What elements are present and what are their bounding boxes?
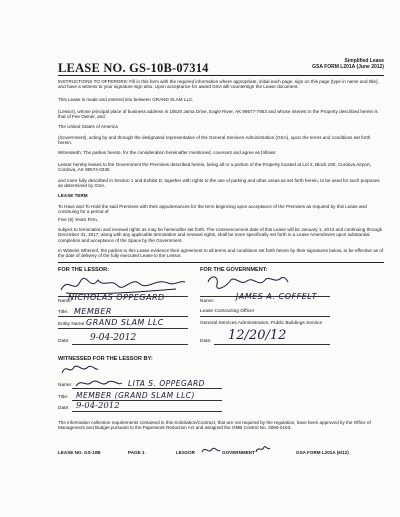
lessor-title-value: MEMBER — [74, 307, 112, 316]
witness-name-label: Name: — [58, 383, 73, 388]
for-the-government-heading: FOR THE GOVERNMENT: — [200, 267, 268, 273]
lessor-date-value: 9-04-2012 — [90, 333, 137, 343]
government-signature — [205, 272, 290, 294]
instructions-paragraph: INSTRUCTIONS TO OFFERORS: Fill in this form with the required information where appropriate, initial each page, sign on this page (type in name and title), and have a witness to your signature sign also. Upon acceptance for award GSA will countersign the Lease document. — [58, 79, 379, 90]
in-witness-paragraph: In Witness Whereof, the parties to this Lease evidence their agreement to all terms and conditions set forth herein by their signatures below, to be effective as of the date of delivery of the fully executed Lease to the Lessor. — [58, 248, 384, 259]
lessor-entity-value: GRAND SLAM LLC — [86, 318, 164, 327]
premises-paragraph: Lessor hereby leases to the Government the Premises described herein, being all or a portion of the Property located at Lot 2, Block 100, Cordova Airport, Cordova, AK 99574-0336 — [58, 162, 372, 173]
term-paragraph: To Have and To Hold the said Premises with their appurtenances for the term beginning upon acceptance of the Premises as required by this Lease and continuing for a period of — [58, 204, 367, 215]
lessor-date-line — [72, 344, 188, 345]
witness-heading: WITNESSED FOR THE LESSOR BY: — [58, 356, 153, 362]
lessor-date-label: Date: — [58, 339, 70, 344]
footer-government-initials-label: GOVERNMENT — [222, 450, 255, 455]
footer-form-number: GSA FORM L201A (6/12) — [296, 450, 349, 455]
footer-lessor-initials-label: LESSOR — [176, 450, 195, 455]
government-initials — [254, 443, 272, 455]
header-rule — [58, 75, 384, 76]
lessor-name-value: NICHOLAS OPPEGARD — [68, 293, 165, 302]
witness-title-value: MEMBER (GRAND SLAM LLC) — [76, 391, 195, 400]
government-title-line — [200, 316, 330, 317]
paperwork-reduction-note: The information collection requirements contained in this Solicitation/Contract, that are not required by the regulation, have been approved by the Office of Management and Budget pursuant to the Paperwork Reduction Act and assigned the OMB Control No. 3090-0163. — [58, 420, 371, 431]
government-title-value: Lease Contracting Officer — [200, 309, 255, 314]
government-date-label: Date: — [200, 339, 212, 344]
government-name-value: JAMES A. COFFELT — [236, 292, 318, 301]
lessor-initials — [200, 444, 222, 456]
lease-entered-line: This Lease is made and entered into between GRAND SLAM LLC, — [58, 97, 194, 102]
lease-term-heading: LEASE TERM — [58, 193, 88, 198]
government-name-label: Name: — [200, 299, 215, 304]
signature-rule — [58, 262, 384, 263]
footer-page-number: PAGE 1 — [128, 450, 145, 455]
lessor-entity-label: Entity Name: — [58, 322, 86, 327]
lessor-title-label: Title: — [58, 310, 69, 315]
purpose-paragraph: and more fully described in Section 1 and Exhibit D, together with rights to the use of parking and other areas as set forth herein, to be used for such purposes as determined by GSA. — [58, 178, 380, 189]
lease-number-title: LEASE NO. GS-10B-07314 — [58, 61, 209, 75]
lessor-address-paragraph: (Lessor), whose principal place of business address is 18520 Jama Drive, Eagle River, AK 99577-7953 and whose interest in the Property described herein is that of Fee Owner, and — [58, 109, 378, 120]
lessor-title-line — [58, 316, 188, 317]
government-org-value: General Services Administration, Public Buildings Service — [200, 321, 323, 326]
lessor-entity-line — [58, 328, 188, 329]
for-the-lessor-heading: FOR THE LESSOR: — [58, 267, 109, 273]
witnesseth-line: Witnesseth: The parties hereto, for the consideration hereinafter mentioned, covenant and agree as follows: — [58, 150, 277, 155]
footer-lease-number: LEASE NO. GS-10B — [58, 450, 101, 455]
gsa-form-label: GSA FORM L201A (June 2012) — [312, 64, 384, 70]
simplified-lease-label: Simplified Lease — [344, 58, 384, 64]
five-years-firm: Five (5) Years Firm, — [58, 217, 99, 222]
government-date-line — [214, 344, 330, 345]
witness-date-label: Date: — [58, 406, 70, 411]
form-identifier — [312, 58, 384, 70]
witness-title-label: Title: — [58, 395, 69, 400]
witness-date-value: 9-04-2012 — [76, 401, 120, 411]
commencement-paragraph: subject to termination and renewal rights as may be hereinafter set forth. The commencement date of this Lease will be January 1, 2013 and continuing through December 31, 2017; along with any applicable termination and renewal rights, shall be more specifically set forth in a Lease Amendment upon substantial completion and acceptance of the Space by the Government. — [58, 227, 383, 243]
government-paragraph: (Government), acting by and through the designated representative of the General Services Administration (GSA), upon the terms and conditions set forth herein. — [58, 135, 371, 146]
witness-name-value: LITA S. OPPEGARD — [128, 379, 205, 388]
government-date-value: 12/20/12 — [228, 328, 287, 343]
lessor-name-label: Name: — [58, 299, 73, 304]
witness-date-line — [72, 411, 222, 412]
united-states-line: The United States of America — [58, 124, 118, 129]
witness-initials-signature — [60, 361, 100, 377]
witness-signature — [74, 376, 124, 390]
